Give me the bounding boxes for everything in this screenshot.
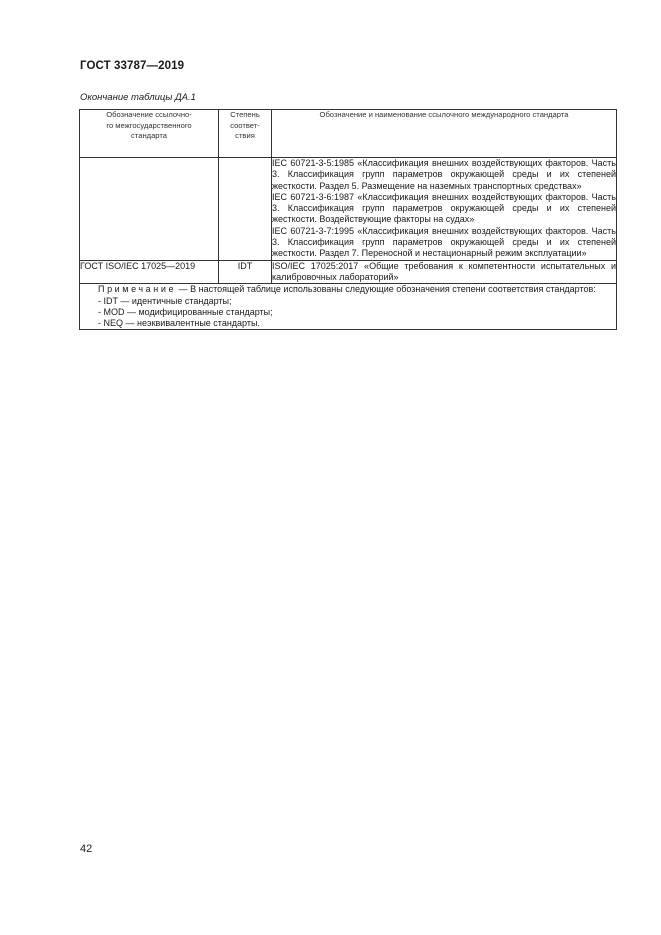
table-note bbox=[80, 284, 617, 330]
standard-entry: IEC 60721-3-7:1995 «Классификация внешних воздействующих факторов. Часть 3. Классификация групп параметров окружающей среды и их степеней жесткости. Раздел 7. Переносной и нестационарный режим эксплуатации» bbox=[272, 225, 616, 259]
table-row bbox=[80, 260, 617, 284]
note-text: — В настоящей таблице использованы следующие обозначения степени соответствия стандартов: bbox=[176, 284, 596, 295]
note-label: Примечание bbox=[98, 284, 177, 295]
standard-entry: ISO/IEC 17025:2017 «Общие требования к компетентности испытательных и калибровочных лабораторий» bbox=[272, 260, 616, 282]
column-header-international: Обозначение и наименование ссылочного международного стандарта bbox=[272, 110, 617, 158]
note-item: - IDT — идентичные стандарты; bbox=[98, 295, 232, 306]
page-number: 42 bbox=[80, 843, 93, 855]
designation-cell: ГОСТ ISO/IEC 17025—2019 bbox=[80, 260, 219, 284]
designation-cell bbox=[80, 158, 219, 261]
table-note-row bbox=[80, 284, 617, 330]
reference-table bbox=[79, 109, 617, 330]
table-caption: Окончание таблицы ДА.1 bbox=[80, 92, 196, 103]
document-title: ГОСТ 33787—2019 bbox=[80, 60, 185, 72]
international-cell bbox=[272, 260, 617, 284]
column-header-designation: Обозначение ссылочно- го межгосударственного стандарта bbox=[80, 110, 219, 158]
table-row bbox=[80, 158, 617, 261]
note-item: - MOD — модифицированные стандарты; bbox=[98, 306, 273, 317]
standard-entry: IEC 60721-3-6:1987 «Классификация внешних воздействующих факторов. Часть 3. Классификация групп параметров окружающей среды и их степеней жесткости. Воздействующие факторы на судах» bbox=[272, 191, 616, 225]
standard-entry: IEC 60721-3-5:1985 «Классификация внешних воздействующих факторов. Часть 3. Классификация групп параметров окружающей среды и их степеней жесткости. Раздел 5. Размещение на наземных транспортных средствах» bbox=[272, 158, 616, 191]
international-cell bbox=[272, 158, 617, 261]
degree-cell bbox=[219, 158, 272, 261]
table-header-row bbox=[80, 110, 617, 158]
column-header-degree: Степень соответ- ствия bbox=[219, 110, 272, 158]
degree-cell: IDT bbox=[219, 260, 272, 284]
note-item: - NEQ — неэквивалентные стандарты. bbox=[98, 318, 260, 329]
